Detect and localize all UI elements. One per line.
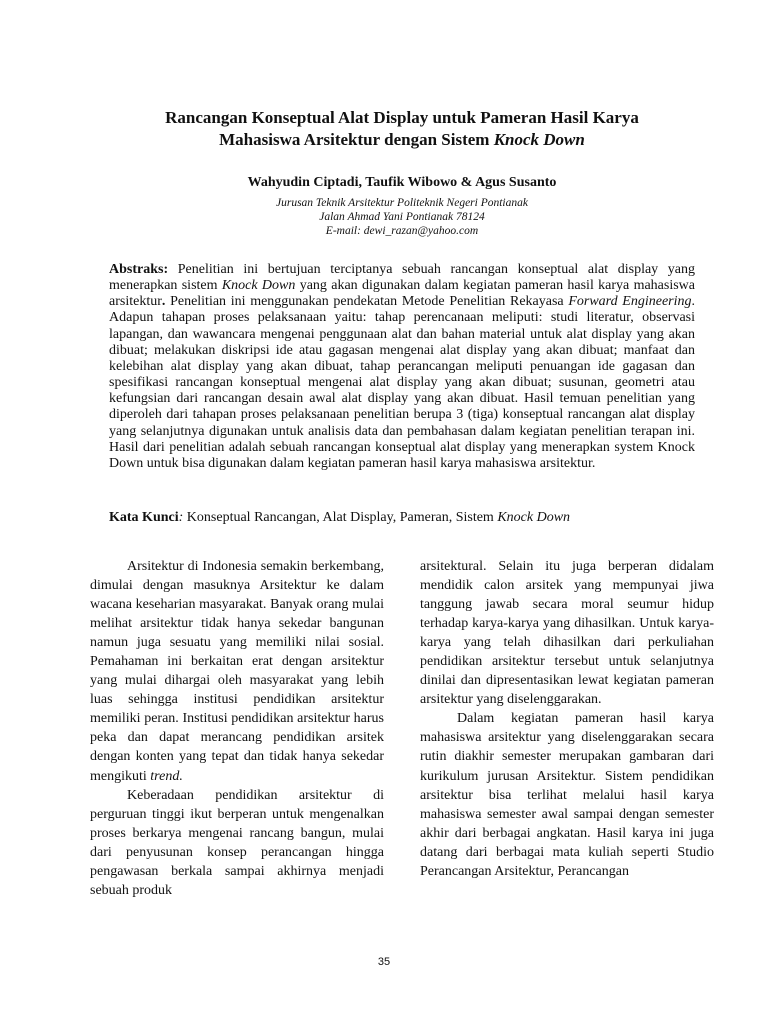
keywords-italic: Knock Down <box>497 510 571 525</box>
keywords <box>109 509 695 527</box>
abstract-text-1: Penelitian ini bertujuan terciptanya sebuah rancangan konseptual alat display yang menerapkan sistem <box>109 262 695 294</box>
abstract-text-2: yang akan digunakan dalam kegiatan pameran hasil karya mahasiswa arsitektur <box>109 278 695 310</box>
title-line-2 <box>90 129 714 151</box>
abstract-italic-2: Forward Engineering <box>568 294 692 310</box>
abstract-bold-period: . <box>161 294 166 310</box>
abstract-text-3: Penelitian ini menggunakan pendekatan Metode Penelitian Rekayasa <box>165 294 569 310</box>
body-paragraph-italic: trend. <box>150 768 183 784</box>
title-line-2-text: Mahasiswa Arsitektur dengan Sistem <box>219 130 494 149</box>
abstract-text-4: . Adapun tahapan proses pelaksanaan yaitu: tahap perencanaan meliputi: studi literatur, observasi lapangan, dan wawancara mengenai penggunaan alat dan bahan material untuk alat display yang akan dibuat; melakukan diskripsi ide atau gagasan mengenai alat display yang akan dibuat; manfaat dan kelebihan alat display yang akan dibuat, tahap perancangan meliputi penuangan ide gagasan dan spesifikasi rancangan konseptual mengenai alat display yang akan dibuat; susunan, geometri atau kefungsian dari rancangan desain awal alat display yang akan dibuat. Hasil temuan penelitian yang diperoleh dari tahapan proses pelaksanaan penelitian berupa 3 (tiga) konseptual rancangan alat display yang selanjutnya digunakan untuk analisis data dan pembahasan dalam kegiatan penelitian terapan ini. Hasil dari penelitian adalah sebuah rancangan konseptual alat display yang menerapkan system Knock Down untuk bisa digunakan dalam kegiatan pameran hasil karya mahasiswa arsitektur. <box>109 294 695 471</box>
body-paragraph-text: Arsitektur di Indonesia semakin berkembang, dimulai dengan masuknya Arsitektur ke dalam wacana keseharian masyarakat. Banyak orang mulai melihat arsitektur tidak hanya sekedar bangunan namun juga sesuatu yang memiliki nilai sosial. Pemahaman ini berkaitan erat dengan arsitektur yang mulai dihargai oleh masyarakat yang lebih luas sehingga institusi pendidikan arsitektur memiliki peran. Institusi pendidikan arsitektur harus peka dan dapat merancang pendidikan arsitek dengan konten yang tepat dan tidak hanya sekedar mengikuti <box>90 559 384 784</box>
body-paragraph <box>90 557 384 786</box>
body-column-left <box>90 557 384 900</box>
keywords-text: Konseptual Rancangan, Alat Display, Pameran, Sistem <box>183 510 498 525</box>
affiliation-line: Jurusan Teknik Arsitektur Politeknik Negeri Pontianak <box>275 197 528 209</box>
body-column-right <box>420 557 714 881</box>
keywords-label: Kata Kunci <box>109 510 179 525</box>
title-line-2-italic: Knock Down <box>493 130 585 149</box>
keywords-colon: : <box>178 510 184 525</box>
affiliation-address: Jalan Ahmad Yani Pontianak 78124 <box>319 211 485 223</box>
paper-title <box>90 107 714 151</box>
author-list: Wahyudin Ciptadi, Taufik Wibowo & Agus Susanto <box>247 175 557 190</box>
abstract-label: Abstraks: <box>109 262 169 277</box>
abstract <box>109 262 695 472</box>
body-paragraph: arsitektural. Selain itu juga berperan didalam mendidik calon arsitek yang mempunyai jiwa tanggung jawab secara moral seumur hidup terhadap karya-karya yang dihasilkan. Untuk karya-karya yang telah dihasilkan dari perkuliahan pendidikan arsitektur tersebut untuk selanjutnya dinilai dan dipresentasikan lewat kegiatan pameran arsitektur yang diselenggarakan. <box>420 559 714 708</box>
affiliation-block <box>90 196 714 238</box>
abstract-italic-1: Knock Down <box>221 278 296 294</box>
body-paragraph: Keberadaan pendidikan arsitektur di perguruan tinggi ikut berperan untuk mengenalkan proses berkarya mengenai rancang bangun, mulai dari penyusunan konsep perancangan hingga pengawasan berkala sampai akhirnya menjadi sebuah produk <box>90 787 384 898</box>
title-line-1: Rancangan Konseptual Alat Display untuk Pameran Hasil Karya <box>165 108 639 127</box>
page-number: 35 <box>377 956 391 968</box>
affiliation-email: E-mail: dewi_razan@yahoo.com <box>325 225 479 237</box>
body-paragraph: Dalam kegiatan pameran hasil karya mahasiswa arsitektur yang diselenggarakan secara rutin diakhir semester merupakan gambaran dari kurikulum jurusan Arsitektur. Sistem pendidikan arsitektur bisa terlihat melalui hasil karya mahasiswa semester awal sampai dengan semester akhir dari berbagai angkatan. Hasil karya ini juga datang dari berbagai mata kuliah seperti Studio Perancangan Arsitektur, Perancangan <box>420 711 714 879</box>
